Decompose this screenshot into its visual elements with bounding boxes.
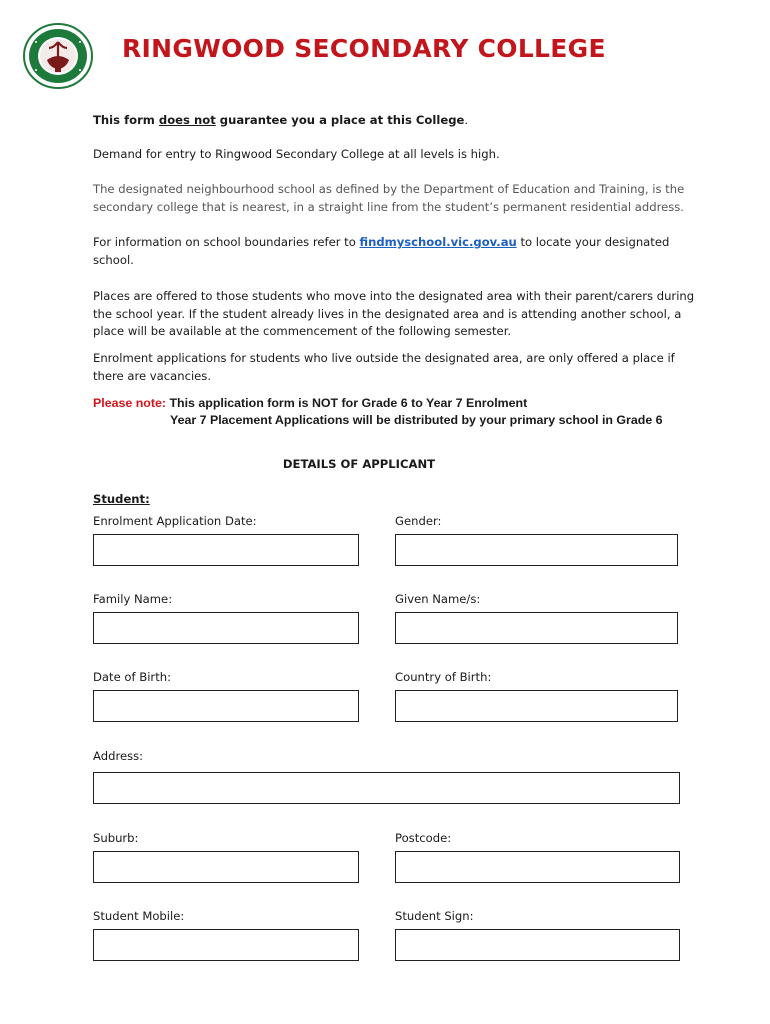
vacancies-paragraph: Enrolment applications for students who live outside the designated area, are only offered a place if there are vacancies. [93, 351, 675, 383]
disclaimer-text-end: guarantee you a place at this College [215, 113, 465, 127]
student-mobile-label: Student Mobile: [93, 909, 185, 923]
gender-field[interactable] [395, 534, 678, 566]
disclaimer-paragraph [93, 112, 703, 130]
boundaries-text-start: For information on school boundaries refer to [93, 235, 360, 249]
please-note [93, 395, 703, 412]
enrolment-date-label: Enrolment Application Date: [93, 514, 257, 528]
address-label: Address: [93, 749, 144, 763]
dob-label: Date of Birth: [93, 670, 171, 684]
family-name-field[interactable] [93, 612, 359, 644]
given-names-field[interactable] [395, 612, 678, 644]
page-title: RINGWOOD SECONDARY COLLEGE [122, 34, 606, 63]
please-note-line2: Year 7 Placement Applications will be distributed by your primary school in Grade 6 [170, 413, 663, 427]
please-note-line1: This application form is NOT for Grade 6 to Year 7 Enrolment [166, 396, 528, 410]
family-name-label: Family Name: [93, 592, 173, 606]
findmyschool-link[interactable]: findmyschool.vic.gov.au [359, 235, 517, 249]
given-names-label: Given Name/s: [395, 592, 481, 606]
student-sign-label: Student Sign: [395, 909, 474, 923]
address-field[interactable] [93, 772, 680, 804]
section-heading: DETAILS OF APPLICANT [282, 457, 436, 471]
student-sign-field[interactable] [395, 929, 680, 961]
boundaries-text-end: to locate your designated school. [93, 235, 670, 267]
disclaimer-emphasis: does not [158, 113, 216, 127]
country-of-birth-label: Country of Birth: [395, 670, 492, 684]
please-note-label: Please note: [93, 396, 166, 410]
suburb-label: Suburb: [93, 831, 139, 845]
postcode-label: Postcode: [395, 831, 452, 845]
country-of-birth-field[interactable] [395, 690, 678, 722]
student-heading: Student: [93, 492, 150, 506]
school-crest-icon [22, 22, 94, 90]
disclaimer-text-start: This form [93, 113, 159, 127]
enrolment-date-field[interactable] [93, 534, 359, 566]
neighbourhood-paragraph: The designated neighbourhood school as defined by the Department of Education and Training, is the secondary college that is nearest, in a straight line from the student’s permanent residential address. [93, 182, 685, 214]
places-paragraph: Places are offered to those students who move into the designated area with their parent/carers during the school year. If the student already lives in the designated area and is attending another school, a place will be available at the commencement of the following semester. [93, 289, 695, 338]
boundaries-paragraph [93, 234, 673, 269]
demand-paragraph: Demand for entry to Ringwood Secondary College at all levels is high. [93, 147, 500, 161]
disclaimer-period: . [464, 113, 469, 127]
student-mobile-field[interactable] [93, 929, 359, 961]
dob-field[interactable] [93, 690, 359, 722]
gender-label: Gender: [395, 514, 442, 528]
suburb-field[interactable] [93, 851, 359, 883]
postcode-field[interactable] [395, 851, 680, 883]
